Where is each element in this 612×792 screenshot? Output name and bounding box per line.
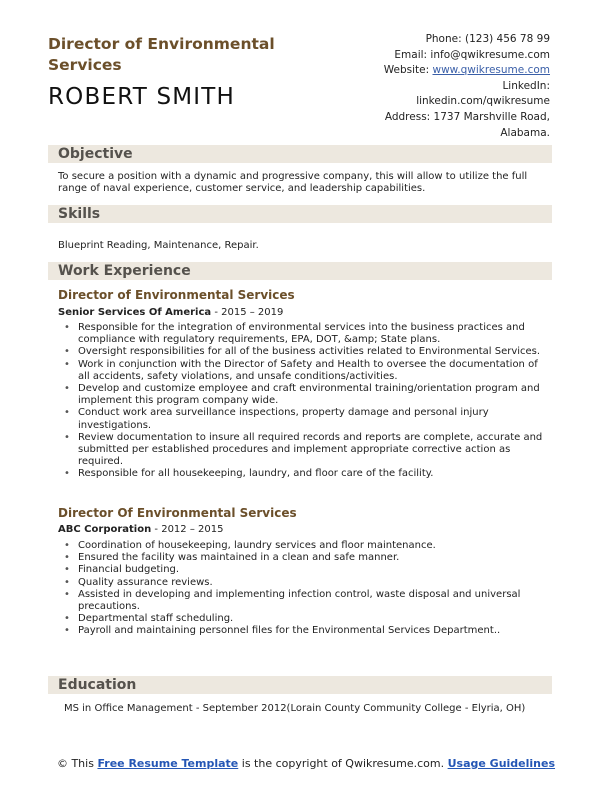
education-text: MS in Office Management - September 2012(Lorain County Community College - Elyria, OH)	[64, 703, 526, 714]
website-label: Website:	[383, 64, 430, 77]
website-link[interactable]: www.qwikresume.com	[432, 64, 550, 77]
contact-linkedin-label: LinkedIn:	[502, 79, 550, 92]
footer-prefix: © This	[56, 757, 98, 770]
list-item: • Financial budgeting.	[58, 564, 552, 576]
copyright-footer	[0, 757, 612, 771]
list-item: • Quality assurance reviews.	[58, 577, 552, 589]
job-2-company-line	[58, 524, 223, 535]
address-line2: Alabama.	[500, 126, 550, 139]
list-item: • Responsible for all housekeeping, laundry, and floor care of the facility.	[58, 468, 552, 480]
list-item: • Review documentation to insure all required records and reports are complete, accurate and submitted per established procedures and implement appropriate corrective action as required.	[58, 432, 552, 469]
contact-address	[290, 110, 550, 126]
contact-block	[290, 32, 550, 141]
list-item: • Coordination of housekeeping, laundry services and floor maintenance.	[58, 540, 552, 552]
phone-label: Phone:	[425, 33, 462, 45]
free-resume-template-link[interactable]: Free Resume Template	[97, 757, 239, 770]
list-item: • Departmental staff scheduling.	[58, 613, 552, 625]
email-value: info@qwikresume.com	[430, 48, 550, 61]
job-1-dates: - 2015 – 2019	[211, 307, 284, 318]
contact-phone	[290, 32, 550, 48]
list-item: • Responsible for the integration of environmental services into the business practices and compliance with regulatory requirements, EPA, DOT, &amp; State plans.	[58, 322, 552, 346]
email-label: Email:	[394, 48, 428, 61]
list-item: • Assisted in developing and implementing infection control, waste disposal and universal precautions.	[58, 589, 552, 613]
candidate-name: ROBERT SMITH	[48, 84, 236, 110]
footer-middle: is the copyright of Qwikresume.com.	[238, 757, 448, 770]
list-item: • Work in conjunction with the Director of Safety and Health to oversee the documentation of all accidents, safety violations, and unsafe conditions/activities.	[58, 359, 552, 383]
phone-value: (123) 456 78 99	[464, 33, 550, 45]
objective-section-header	[48, 145, 552, 163]
education-title: Education	[58, 677, 137, 693]
objective-line-2: range of naval experience, customer service, and leadership capabilities.	[58, 183, 426, 195]
objective-text	[58, 171, 552, 195]
list-item: • Develop and customize employee and craft environmental training/orientation program and implement this program company wide.	[58, 383, 552, 407]
resume-job-title: Director of Environmental Services	[48, 35, 275, 74]
address-label: Address:	[384, 110, 431, 123]
list-item: • Conduct work area surveillance inspections, property damage and personal injury investigations.	[58, 407, 552, 431]
list-item: • Oversight responsibilities for all of the business activities related to Environmental Services.	[58, 346, 552, 358]
job-1-responsibilities	[58, 322, 552, 481]
work-experience-section-header	[48, 262, 552, 280]
skills-title: Skills	[58, 206, 101, 222]
objective-title: Objective	[58, 146, 133, 162]
list-item: • Ensured the facility was maintained in a clean and safe manner.	[58, 552, 552, 564]
list-item: • Payroll and maintaining personnel files for the Environmental Services Department..	[58, 625, 552, 637]
job-2-company: ABC Corporation	[58, 524, 152, 535]
work-experience-title: Work Experience	[58, 263, 191, 279]
education-section-header	[48, 676, 552, 694]
job-1-company-line	[58, 307, 283, 318]
job-1-company: Senior Services Of America	[58, 307, 212, 318]
job-2-responsibilities	[58, 540, 552, 638]
skills-text: Blueprint Reading, Maintenance, Repair.	[58, 240, 259, 251]
contact-linkedin-value: linkedin.com/qwikresume	[416, 95, 550, 108]
job-1-title: Director of Environmental Services	[58, 288, 295, 302]
objective-line-1: To secure a position with a dynamic and progressive company, this will allow to utilize the full	[58, 171, 528, 182]
contact-website	[290, 63, 550, 79]
contact-email	[290, 48, 550, 64]
skills-section-header	[48, 205, 552, 223]
job-2-title: Director Of Environmental Services	[58, 506, 297, 520]
job-2-dates: - 2012 – 2015	[151, 524, 224, 535]
address-line1: 1737 Marshville Road,	[433, 110, 550, 123]
usage-guidelines-link[interactable]: Usage Guidelines	[447, 757, 556, 770]
